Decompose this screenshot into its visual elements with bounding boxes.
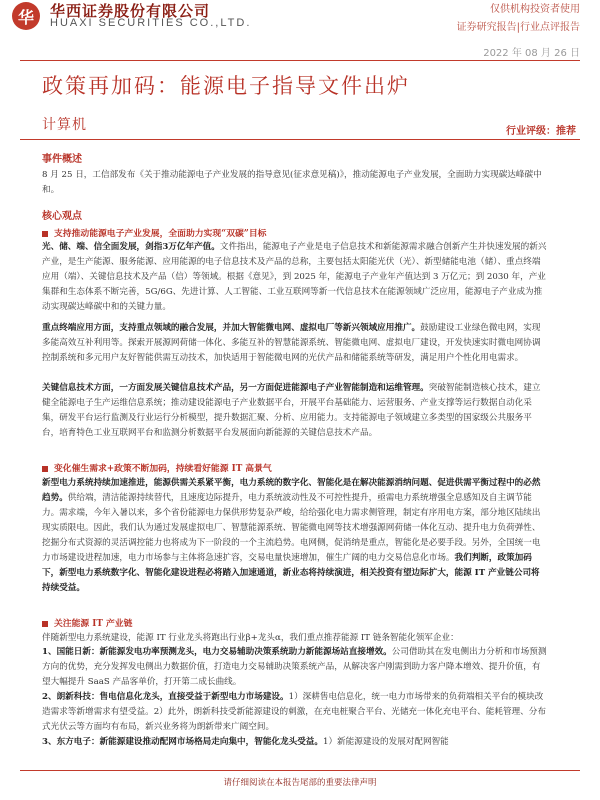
audience-note: 仅供机构投资者使用 xyxy=(490,4,580,15)
brand-name-cn: 华西证券股份有限公司 xyxy=(50,2,211,20)
page-title: 政策再加码：能源电子指导文件出炉 xyxy=(42,74,410,98)
report-date: 2022 年 08 月 26 日 xyxy=(483,48,580,59)
paragraph-8: 3、东方电子：新能源建设推动配网市场格局走向集中，智能化龙头受益。1）新能源建设的发展对配网智能 xyxy=(42,737,449,747)
bullet-square-icon xyxy=(42,621,48,627)
divider-bottom xyxy=(20,770,580,771)
company-logo: 华 xyxy=(12,2,40,30)
brand-name-en: HUAXI SECURITIES CO.,LTD. xyxy=(50,17,252,29)
summary-text: 8 月 25 日，工信部发布《关于推动能源电子产业发展的指导意见(征求意见稿)》，推动能源电子产业发展，全面助力实现碳达峰碳中和。 xyxy=(42,170,542,195)
report-type: 证券研究报告|行业点评报告 xyxy=(456,22,580,33)
paragraph-1: 光、储、端、信全面发展，剑指3万亿年产值。文件指出，能源电子产业是电子信息技术和新能源需求融合创新产生并快速发展的新兴产业，是生产能源、服务能源、应用能源的电子信息技术及产品的总称，主要包括太阳能光伏（光）、新型储能电池（储）、重点终端应用（端）、关键信息技术及产品（信）等领域。根据《意见》，到 2025 年，能源电子产业年产值达到 3 万亿元；到 2030 年，产业集群和生态体系不断完善，5G/6G、先进计算、人工智能、工业互联网等新一代信息技术在能源领域广泛应用，能源电子产业成为推动实现碳达峰碳中和的关键力量。 xyxy=(42,242,547,312)
bullet-heading-2: 变化催生需求+政策不断加码，持续看好能源 IT 高景气 xyxy=(42,461,272,474)
paragraph-7: 2、朗新科技：售电信息化龙头，直接受益于新型电力市场建设。1）深耕售电信息化，统一电力市场带来的负荷端相关平台的模块改造需求等新增需求有望受益。2）此外，朗新科技受新能源建设的刺激，在充电桩聚合平台、光储充一体化充电平台、能耗管理、分布式光伏云等方面均有布局，新兴业务将为朗新带来广阔空间。 xyxy=(42,692,546,732)
paragraph-5: 伴随新型电力系统建设，能源 IT 行业龙头将跑出行业β+龙头α，我们重点推荐能源 IT 链条智能化领军企业： xyxy=(42,633,459,643)
bullet-heading-1: 支持推动能源电子产业发展，全面助力实现“双碳”目标 xyxy=(42,226,266,239)
paragraph-6: 1、国能日新：新能源发电功率预测龙头，电力交易辅助决策系统助力新能源场站直接增效。公司借助其在发电侧出力分析和市场预测方向的优势，充分发挥发电侧出力数据价值，打造电力交易辅助决策系统产品，从解决客户刚需到助力客户降本增效、提升价值，有望大幅提升 SaaS 产品客单价，打开第二成长曲线。 xyxy=(42,647,547,687)
summary-heading: 事件概述 xyxy=(42,154,82,165)
divider-top xyxy=(20,60,580,61)
paragraph-2: 重点终端应用方面，支持重点领域的融合发展，并加大智能微电网、虚拟电厂等新兴领域应用推广。鼓励建设工业绿色微电网，实现多能高效互补利用等。探索开展源网荷储一体化、多能互补的智慧能源系统、智能微电网、虚拟电厂建设，开发快速实时微电网协调控制系统和多元用户友好智能供需互动技术，加快适用于智能微电网的光伏产品和储能系统等研发，满足用户个性化用电需求。 xyxy=(42,323,541,363)
bullet-square-icon xyxy=(42,466,48,472)
industry-rating: 行业评级：推荐 xyxy=(506,126,576,137)
paragraph-4: 新型电力系统持续加速推进，能源供需关系紧平衡，电力系统的数字化、智能化是在解决能源消纳问题、促进供需平衡过程中的必然趋势。供给端，清洁能源持续替代，且速度边际提升，电力系统波动性及不可控性提升，亟需电力系统增强全息感知及自主调节能力。需求端，今年入暑以来，多个省份能源电力保供形势复杂严峻，给给强化电力需求侧管理，制定有序用电方案，部分地区陆续出现实质限电。因此，我们认为通过发展虚拟电厂、智慧能源系统、智能微电网等技术增强源网荷储一体化互动、提升电力负荷弹性、挖掘分布式资源的灵活调控能力也将成为下一阶段的一个主流趋势。电网侧，促消纳是重点，智能化是必要手段。另外，全国统一电力市场建设进程加速，电力市场参与主体将急速扩容，交易电量快速增加，催生广阔的电力交易信息化市场。我们判断，政策加码下，新型电力系统数字化、智能化建设进程必将踏入加速通道，新业态将持续演进，相关投资有望边际扩大，能源 IT 产业链公司将持续受益。 xyxy=(42,478,541,593)
sector-label: 计算机 xyxy=(42,117,87,133)
bullet-square-icon xyxy=(42,231,48,237)
legal-footer: 请仔细阅读在本报告尾部的重要法律声明 xyxy=(223,778,377,788)
core-heading: 核心观点 xyxy=(42,211,82,222)
paragraph-3: 关键信息技术方面，一方面发展关键信息技术产品，另一方面促进能源电子产业智能制造和运维管理。突破智能制造核心技术，建立健全能源电子生产运维信息系统；推动建设能源电子产业数据平台，开展平台基础能力、运营服务、产业支撑等运行数据自动化采集，研发平台运行监测及行业运行分析模型，提升数据汇聚、分析、应用能力。支持能源电子领域建立多类型的国家级公共服务平台，培育特色工业互联网平台和监测分析数据平台发展面向新能源的关键信息技术产品。 xyxy=(42,383,541,438)
divider-mid xyxy=(20,139,580,140)
bullet-heading-3: 关注能源 IT 产业链 xyxy=(42,616,132,629)
